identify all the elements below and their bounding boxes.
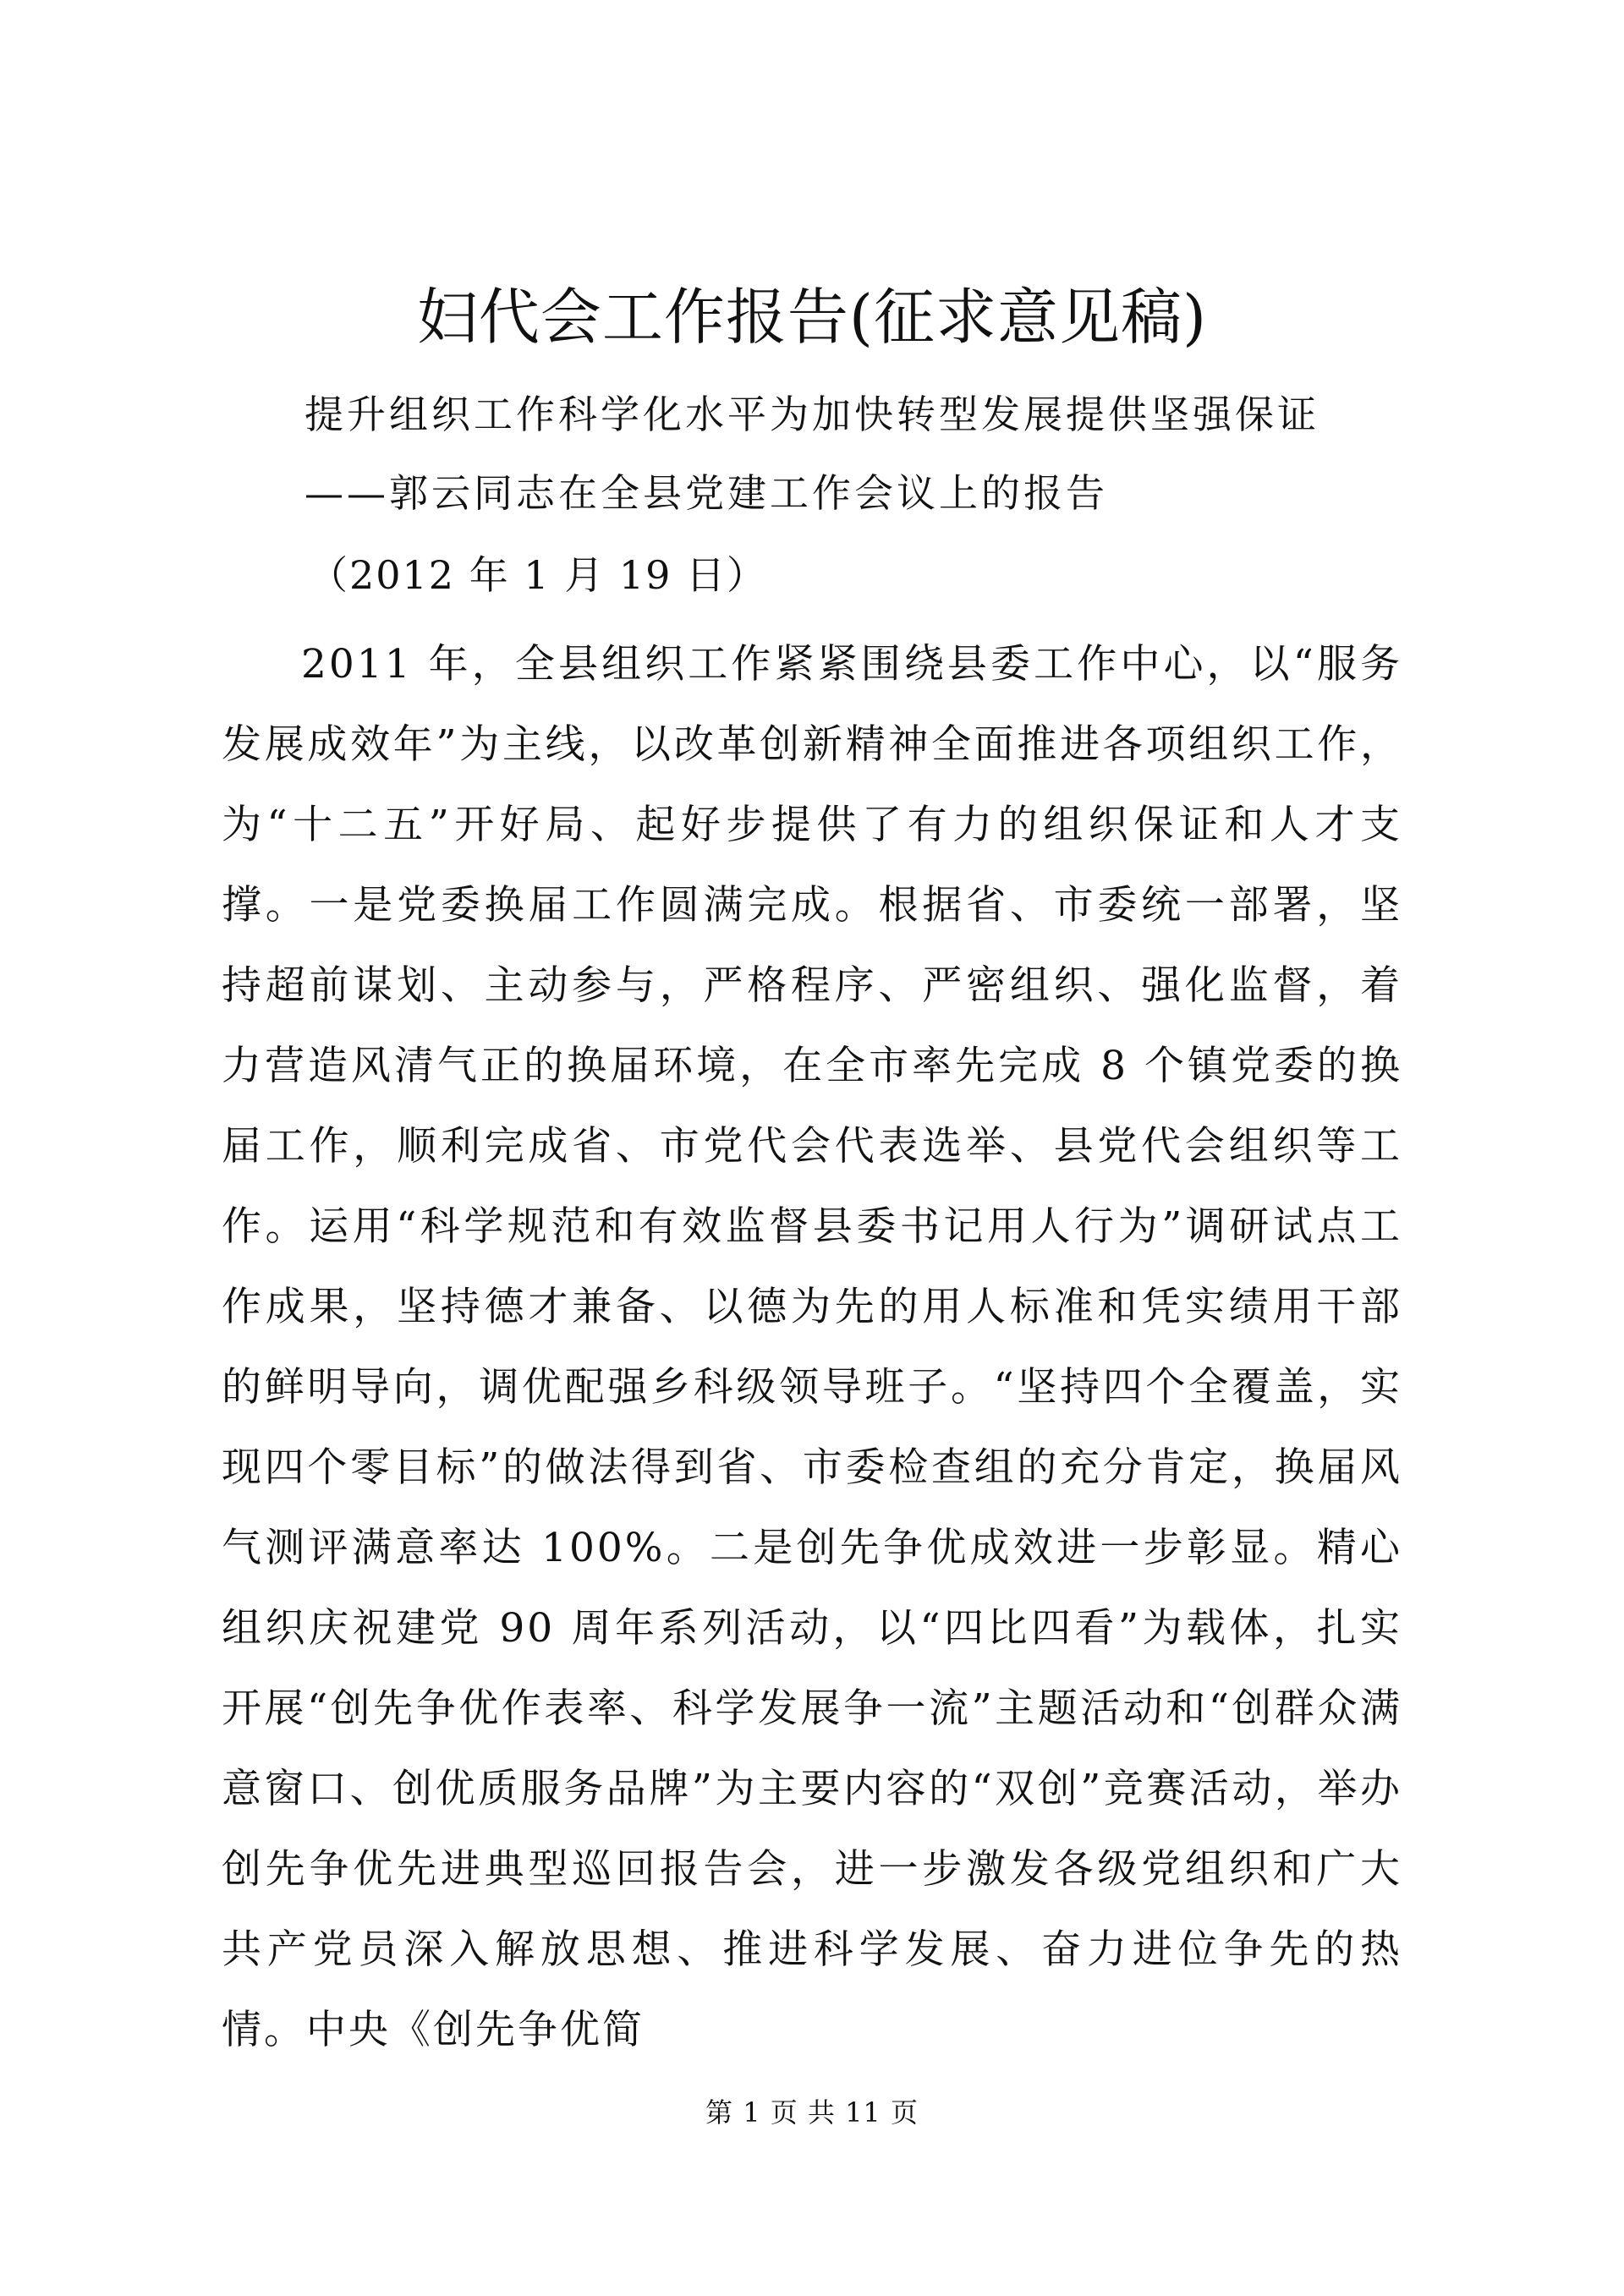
document-title: 妇代会工作报告(征求意见稿) <box>416 282 1208 353</box>
document-date: （2012 年 1 月 19 日） <box>309 552 767 598</box>
body-paragraph: 2011 年，全县组织工作紧紧围绕县委工作中心，以“服务发展成效年”为主线，以改革创新精神全面推进各项组织工作，为“十二五”开好局、起好步提供了有力的组织保证和人才支撑。一是党委换届工作圆满完成。根据省、市委统一部署，坚持超前谋划、主动参与，严格程序、严密组织、强化监督，着力营造风清气正的换届环境，在全市率先完成 8 个镇党委的换届工作，顺利完成省、市党代会代表选举、县党代会组织等工作。运用“科学规范和有效监督县委书记用人行为”调研试点工作成果，坚持德才兼备、以德为先的用人标准和凭实绩用干部的鲜明导向，调优配强乡科级领导班子。“坚持四个全覆盖，实现四个零目标”的做法得到省、市委检查组的充分肯定，换届风气测评满意率达 100%。二是创先争优成效进一步彰显。精心组织庆祝建党 90 周年系列活动，以“四比四看”为载体，扎实开展“创先争优作表率、科学发展争一流”主题活动和“创群众满意窗口、创优质服务品牌”为主要内容的“双创”竞赛活动，举办创先争优先进典型巡回报告会，进一步激发各级党组织和广大共产党员深入解放思想、推进科学发展、奋力进位争先的热情。中央《创先争优简 <box>222 641 1402 2053</box>
document-subtitle: 提升组织工作科学化水平为加快转型发展提供坚强保证 <box>304 392 1320 437</box>
page-footer: 第 1 页 共 11 页 <box>705 2096 919 2129</box>
document-byline: ——郭云同志在全县党建工作会议上的报告 <box>304 470 1108 516</box>
